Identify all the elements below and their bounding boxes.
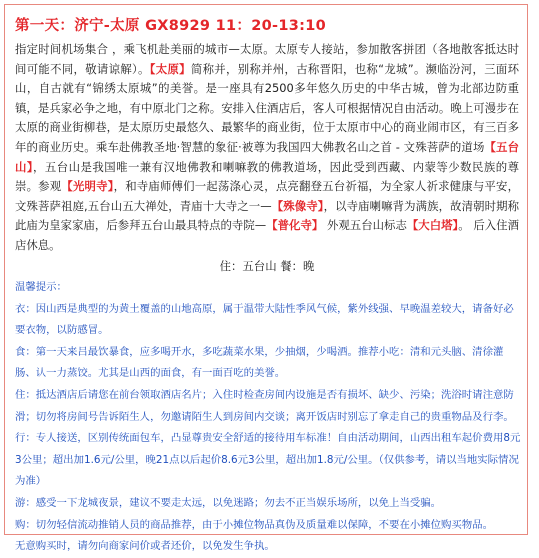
tip-shopping: 购：切勿轻信流动推销人员的商品推荐，由于小摊位物品真伪及质量难以保障，不要在小摊位购买物品。 <box>15 518 493 531</box>
travel-tips <box>15 277 521 558</box>
shuxiang-text: ，以寺庙喇嘛背为满族，故清朝时期称此庙为皇家家庙，后参拜五台山最具特点的寺院— <box>15 198 519 233</box>
highlight-puhua-temple: 【普化寺】 <box>266 218 324 233</box>
closing-text: 。 后入住酒店休息。 <box>15 218 519 252</box>
highlight-wutaishan: 【五台山】 <box>15 139 519 174</box>
intro-text: 指定时间机场集合 ，乘飞机赴美丽的城市—太原。太原专人接站，参加散客拼团（各地散客抵达时间可能不同，敬请谅解）。 <box>15 42 519 76</box>
tip-clothing: 衣：因山西是典型的为黄土覆盖的山地高原，属于温带大陆性季风气候，紫外线强、早晚温差较大，请备好必要衣物，以防感冒。 <box>15 302 514 337</box>
highlight-white-pagoda: 【大白塔】 <box>406 218 459 233</box>
tip-transport: 行：专人接送，区别传统面包车，凸显尊贵安全舒适的接待用车标准！自由活动期间，山西出租车起价费用8元3公里；超出加1.6元/公里，晚21点以后起价8.6元3公里，超出加1.8元/公里。（仅供参考，请以当地实际情况为准） <box>15 432 521 488</box>
tips-heading: 温馨提示： <box>15 281 67 293</box>
tip-bargaining: 无意购买时，请勿向商家问价或者还价，以免发生争执。 <box>15 540 275 553</box>
itinerary-panel <box>4 4 528 553</box>
highlight-shuxiang-temple: 【殊像寺】 <box>271 198 324 213</box>
guangming-text: ，和寺庙师傅们一起荡涤心灵，点亮翻登五台祈福，为全家人祈求健康与平安，文殊菩萨祖庭,五台山五大禅处，青庙十大寺之一— <box>15 179 519 213</box>
day-title: 第一天：济宁-太原 GX8929 11：20-13:10 <box>15 18 326 34</box>
highlight-guangming-temple: 【光明寺】 <box>61 179 114 194</box>
tip-sightseeing: 游：感受一下龙城夜景，建议不要走太远，以免迷路；勿去不正当娱乐场所，以免上当受骗。 <box>15 496 442 509</box>
tip-food: 食：第一天来吕最饮暴食，应多喝开水，多吃蔬菜水果，少抽烟，少喝酒。推荐小吃：清和元头脑、清徐灌肠、认一力蒸饺。尤其是山西的面食，有一面百吃的美誉。 <box>15 345 504 380</box>
stay-meal-info: 住：五台山 餐：晚 <box>219 258 315 273</box>
taiyuan-text: 简称并，别称并州，古称晋阳，也称“龙城”。濒临汾河，三面环山，自古就有“锦绣太原城”的美誉。是一座具有2500多年悠久历史的中华古城，曾为北部边防重镇，是兵家必争之地，有中原北门之称。安排入住酒店后，客人可根据情况自由活动。晚上可漫步在太原的商业街柳巷，是太原历史最悠久、最繁华的商业街，位于太原市中心的商业闹市区，有三百多年的商业历史。乘车赴佛教圣地·智慧的象征·被尊为我国四大佛教名山之首 - 文殊菩萨的道场 <box>15 61 519 154</box>
puhua-text: 外观五台山标志 <box>323 218 407 233</box>
wutaishan-text: ，五台山是我国唯一兼有汉地佛教和喇嘛教的佛教道场，因此受到西藏、内蒙等少数民族的尊崇。参观 <box>15 159 519 194</box>
itinerary-description <box>15 40 519 276</box>
highlight-taiyuan: 【太原】 <box>149 61 191 76</box>
tip-lodging: 住：抵达酒店后请您在前台领取酒店名片；入住时检查房间内设施是否有损坏、缺少、污染；洗浴时请注意防滑；切勿将房间号告诉陌生人，勿邀请陌生人到房间内交谈；离开饭店时别忘了拿走自己的贵重物品及行李。 <box>15 388 514 423</box>
